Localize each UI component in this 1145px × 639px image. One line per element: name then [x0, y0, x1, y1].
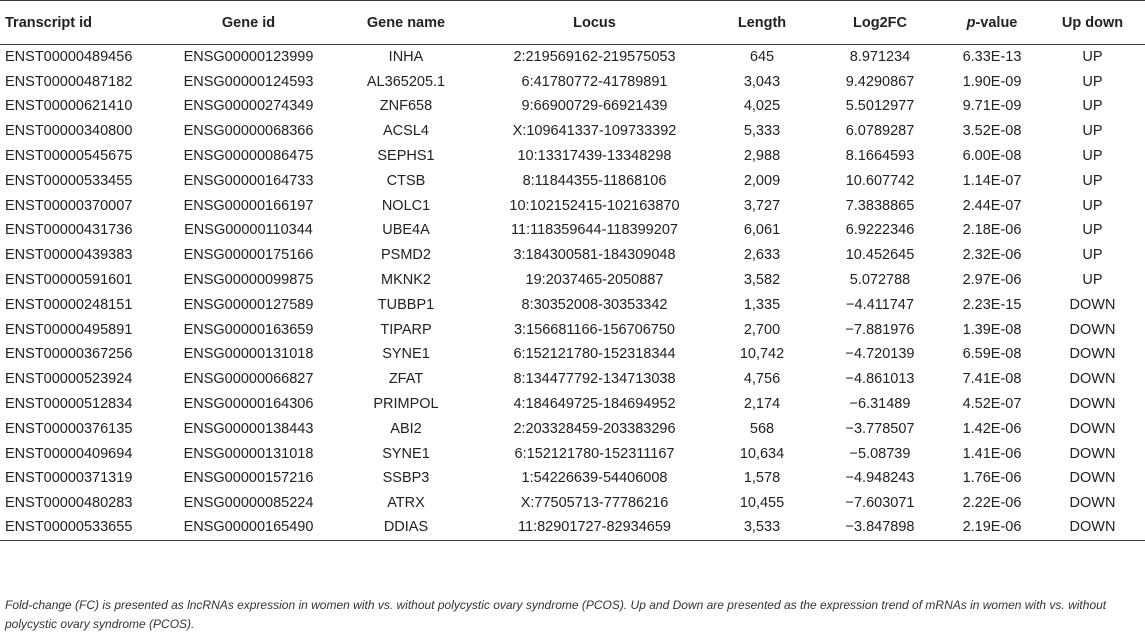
table-row [0, 392, 1145, 417]
cell-locus: 10:13317439-13348298 [517, 148, 672, 165]
cell-transcript-id: ENST00000340800 [5, 123, 133, 140]
cell-log2fc: −3.847898 [816, 516, 944, 541]
cell-length: 4,025 [743, 98, 781, 115]
cell-length: 10,742 [739, 346, 785, 363]
header-gene-name: Gene name [331, 1, 481, 45]
cell-transcript-id: ENST00000371319 [5, 470, 133, 487]
cell-transcript-id: ENST00000480283 [5, 495, 133, 512]
cell-log2fc: 7.3838865 [845, 197, 915, 214]
table-header-row [0, 1, 1145, 45]
cell-length: 3,533 [708, 516, 816, 541]
cell-locus: 9:66900729-66921439 [521, 98, 668, 115]
cell-up-down: DOWN [1069, 346, 1116, 363]
cell-locus: 6:152121780-152318344 [513, 346, 676, 363]
cell-log2fc: 9.4290867 [845, 73, 915, 90]
header-log2fc: Log2FC [816, 1, 944, 45]
cell-gene-name: UBE4A [382, 222, 430, 239]
cell-locus: 4:184649725-184694952 [513, 396, 676, 413]
table-row [0, 441, 1145, 466]
cell-transcript-id: ENST00000533655 [0, 516, 166, 541]
table-row [0, 119, 1145, 144]
cell-transcript-id: ENST00000409694 [5, 445, 133, 462]
cell-up-down: DOWN [1069, 495, 1116, 512]
cell-p-value: 6.59E-08 [962, 346, 1022, 363]
cell-transcript-id: ENST00000439383 [5, 247, 133, 264]
cell-gene-name: AL365205.1 [366, 73, 446, 90]
cell-p-value: 3.52E-08 [962, 123, 1022, 140]
cell-locus: 8:11844355-11868106 [522, 172, 667, 189]
header-up-down: Up down [1040, 1, 1145, 45]
cell-length: 3,043 [743, 73, 781, 90]
cell-transcript-id: ENST00000248151 [5, 296, 133, 313]
cell-transcript-id: ENST00000621410 [5, 98, 133, 115]
cell-locus: 2:219569162-219575053 [513, 49, 676, 66]
cell-log2fc: −7.881976 [845, 321, 915, 338]
cell-p-value: 1.14E-07 [962, 172, 1022, 189]
cell-gene-name: INHA [388, 49, 424, 66]
cell-log2fc: −3.778507 [845, 420, 915, 437]
cell-gene-id: ENSG00000066827 [183, 371, 314, 388]
cell-gene-name: ZFAT [388, 371, 424, 388]
cell-locus: 6:152121780-152311167 [514, 445, 675, 462]
cell-up-down: UP [1082, 222, 1103, 239]
cell-length: 1,578 [743, 470, 781, 487]
cell-p-value: 1.76E-06 [962, 470, 1022, 487]
cell-gene-id: ENSG00000157216 [183, 470, 314, 487]
cell-gene-id: ENSG00000164306 [183, 396, 314, 413]
cell-gene-name: SSBP3 [382, 470, 430, 487]
table-row [0, 243, 1145, 268]
cell-transcript-id: ENST00000431736 [5, 222, 133, 239]
cell-length: 568 [749, 420, 775, 437]
cell-gene-name: ZNF658 [379, 98, 433, 115]
header-p-value [944, 1, 1040, 45]
cell-gene-name: SEPHS1 [377, 148, 435, 165]
cell-locus: 8:30352008-30353342 [521, 296, 668, 313]
cell-locus: 2:203328459-203383296 [513, 420, 676, 437]
cell-log2fc: 6.9222346 [845, 222, 915, 239]
cell-p-value: 2.18E-06 [962, 222, 1022, 239]
table-row [0, 193, 1145, 218]
cell-up-down: DOWN [1069, 321, 1116, 338]
table-row [0, 491, 1145, 516]
cell-gene-name: TUBBP1 [377, 296, 435, 313]
cell-length: 3,727 [743, 197, 781, 214]
cell-p-value: 1.41E-06 [962, 445, 1022, 462]
cell-gene-name: MKNK2 [381, 272, 431, 289]
table-row [0, 144, 1145, 169]
cell-gene-id: ENSG00000110344 [184, 222, 313, 239]
cell-transcript-id: ENST00000370007 [5, 197, 133, 214]
cell-gene-id: ENSG00000274349 [183, 98, 314, 115]
header-gene-id: Gene id [166, 1, 331, 45]
cell-gene-id: ENSG00000164733 [183, 172, 314, 189]
cell-p-value: 2.23E-15 [962, 296, 1022, 313]
cell-length: 2,174 [743, 396, 781, 413]
cell-transcript-id: ENST00000487182 [5, 73, 133, 90]
cell-gene-name: DDIAS [331, 516, 481, 541]
cell-locus: 6:41780772-41789891 [521, 73, 668, 90]
cell-gene-id: ENSG00000163659 [183, 321, 314, 338]
cell-transcript-id: ENST00000545675 [5, 148, 133, 165]
cell-locus: 1:54226639-54406008 [521, 470, 668, 487]
cell-log2fc: 5.072788 [849, 272, 911, 289]
cell-p-value: 2.19E-06 [944, 516, 1040, 541]
cell-locus: 10:102152415-102163870 [509, 197, 680, 214]
cell-up-down: UP [1082, 172, 1103, 189]
cell-log2fc: 10.452645 [845, 247, 915, 264]
cell-up-down: DOWN [1069, 396, 1116, 413]
table-row [0, 218, 1145, 243]
cell-gene-name: ACSL4 [383, 123, 429, 140]
cell-gene-id: ENSG00000165490 [166, 516, 331, 541]
cell-gene-id: ENSG00000166197 [183, 197, 314, 214]
cell-up-down: UP [1082, 98, 1103, 115]
cell-locus: 11:82901727-82934659 [481, 516, 708, 541]
cell-gene-id: ENSG00000099875 [183, 272, 314, 289]
cell-gene-id: ENSG00000068366 [183, 123, 314, 140]
cell-length: 6,061 [743, 222, 781, 239]
cell-gene-name: ATRX [387, 495, 425, 512]
table-row [0, 94, 1145, 119]
cell-length: 3,582 [743, 272, 781, 289]
cell-locus: X:77505713-77786216 [520, 495, 669, 512]
table-row [0, 45, 1145, 70]
cell-transcript-id: ENST00000591601 [5, 272, 133, 289]
cell-p-value: 7.41E-08 [962, 371, 1022, 388]
cell-p-value: 4.52E-07 [962, 396, 1022, 413]
cell-log2fc: −5.08739 [849, 445, 911, 462]
cell-up-down: DOWN [1069, 296, 1116, 313]
cell-length: 2,009 [743, 172, 781, 189]
table-row [0, 466, 1145, 491]
cell-transcript-id: ENST00000376135 [5, 420, 133, 437]
cell-up-down: DOWN [1069, 445, 1116, 462]
cell-up-down: UP [1082, 73, 1103, 90]
cell-p-value: 6.33E-13 [962, 49, 1022, 66]
cell-up-down: DOWN [1069, 371, 1116, 388]
cell-gene-name: PRIMPOL [373, 396, 439, 413]
cell-gene-name: SYNE1 [382, 445, 430, 462]
cell-p-value: 1.42E-06 [962, 420, 1022, 437]
cell-locus: 3:184300581-184309048 [513, 247, 676, 264]
cell-gene-id: ENSG00000131018 [183, 346, 314, 363]
cell-gene-name: NOLC1 [381, 197, 431, 214]
cell-up-down: UP [1082, 49, 1103, 66]
cell-locus: 3:156681166-156706750 [513, 321, 675, 338]
cell-gene-name: PSMD2 [381, 247, 431, 264]
cell-up-down: UP [1082, 197, 1103, 214]
cell-p-value: 1.39E-08 [962, 321, 1022, 338]
cell-gene-id: ENSG00000124593 [183, 73, 314, 90]
cell-gene-id: ENSG00000086475 [183, 148, 314, 165]
cell-up-down: UP [1082, 272, 1103, 289]
cell-gene-id: ENSG00000127589 [183, 296, 314, 313]
cell-transcript-id: ENST00000523924 [5, 371, 133, 388]
cell-gene-id: ENSG00000175166 [183, 247, 314, 264]
cell-log2fc: −7.603071 [845, 495, 915, 512]
table-row [0, 416, 1145, 441]
header-p-italic: p [966, 14, 976, 31]
header-length: Length [708, 1, 816, 45]
cell-transcript-id: ENST00000512834 [5, 396, 133, 413]
cell-length: 10,455 [739, 495, 785, 512]
table-row [0, 367, 1145, 392]
cell-up-down: DOWN [1040, 516, 1145, 541]
cell-transcript-id: ENST00000367256 [5, 346, 133, 363]
cell-log2fc: −4.411747 [846, 296, 914, 313]
cell-locus: 8:134477792-134713038 [513, 371, 676, 388]
cell-p-value: 2.97E-06 [962, 272, 1022, 289]
cell-gene-id: ENSG00000138443 [183, 420, 314, 437]
cell-locus: 11:118359644-118399207 [511, 222, 678, 239]
table-row [0, 69, 1145, 94]
cell-up-down: UP [1082, 123, 1103, 140]
header-transcript-id: Transcript id [0, 1, 166, 45]
table-row [0, 342, 1145, 367]
cell-gene-id: ENSG00000085224 [183, 495, 314, 512]
cell-transcript-id: ENST00000495891 [5, 321, 133, 338]
cell-length: 4,756 [743, 371, 781, 388]
cell-log2fc: 10.607742 [845, 172, 915, 189]
table-row [0, 317, 1145, 342]
cell-transcript-id: ENST00000533455 [5, 172, 133, 189]
cell-log2fc: −4.720139 [845, 346, 915, 363]
cell-gene-name: SYNE1 [382, 346, 430, 363]
cell-log2fc: 6.0789287 [845, 123, 915, 140]
cell-log2fc: −4.861013 [845, 371, 915, 388]
cell-locus: X:109641337-109733392 [512, 123, 677, 140]
cell-length: 2,700 [743, 321, 781, 338]
table-body [0, 45, 1145, 541]
header-locus: Locus [481, 1, 708, 45]
table-row [0, 292, 1145, 317]
table-row [0, 268, 1145, 293]
table-row [0, 168, 1145, 193]
cell-length: 10,634 [739, 445, 785, 462]
cell-length: 5,333 [743, 123, 781, 140]
cell-log2fc: 5.5012977 [845, 98, 915, 115]
cell-length: 645 [749, 49, 775, 66]
cell-p-value: 6.00E-08 [962, 148, 1022, 165]
cell-p-value: 1.90E-09 [962, 73, 1022, 90]
cell-p-value: 2.32E-06 [962, 247, 1022, 264]
cell-gene-name: CTSB [386, 172, 426, 189]
cell-gene-id: ENSG00000123999 [183, 49, 314, 66]
cell-gene-name: ABI2 [390, 420, 422, 437]
cell-log2fc: 8.1664593 [845, 148, 915, 165]
cell-p-value: 2.44E-07 [962, 197, 1022, 214]
cell-up-down: DOWN [1069, 420, 1116, 437]
table-footnote: Fold-change (FC) is presented as lncRNAs expression in women with vs. without polycystic ovary syndrome (PCOS). Up and Down are presented as the expression trend of mRNAs in women with vs. without polycystic ovary syndrome (PCOS). [5, 598, 1107, 631]
cell-locus: 19:2037465-2050887 [525, 272, 664, 289]
table-row [0, 516, 1145, 541]
cell-log2fc: −6.31489 [849, 396, 911, 413]
cell-transcript-id: ENST00000489456 [5, 49, 133, 66]
cell-log2fc: 8.971234 [849, 49, 911, 66]
cell-gene-name: TIPARP [380, 321, 432, 338]
cell-p-value: 9.71E-09 [962, 98, 1022, 115]
cell-length: 2,633 [743, 247, 781, 264]
cell-log2fc: −4.948243 [845, 470, 915, 487]
cell-gene-id: ENSG00000131018 [183, 445, 314, 462]
cell-up-down: DOWN [1069, 470, 1116, 487]
cell-length: 2,988 [743, 148, 781, 165]
header-p-rest: -value [975, 14, 1018, 31]
cell-p-value: 2.22E-06 [962, 495, 1022, 512]
cell-length: 1,335 [743, 296, 781, 313]
cell-up-down: UP [1082, 148, 1103, 165]
cell-up-down: UP [1082, 247, 1103, 264]
